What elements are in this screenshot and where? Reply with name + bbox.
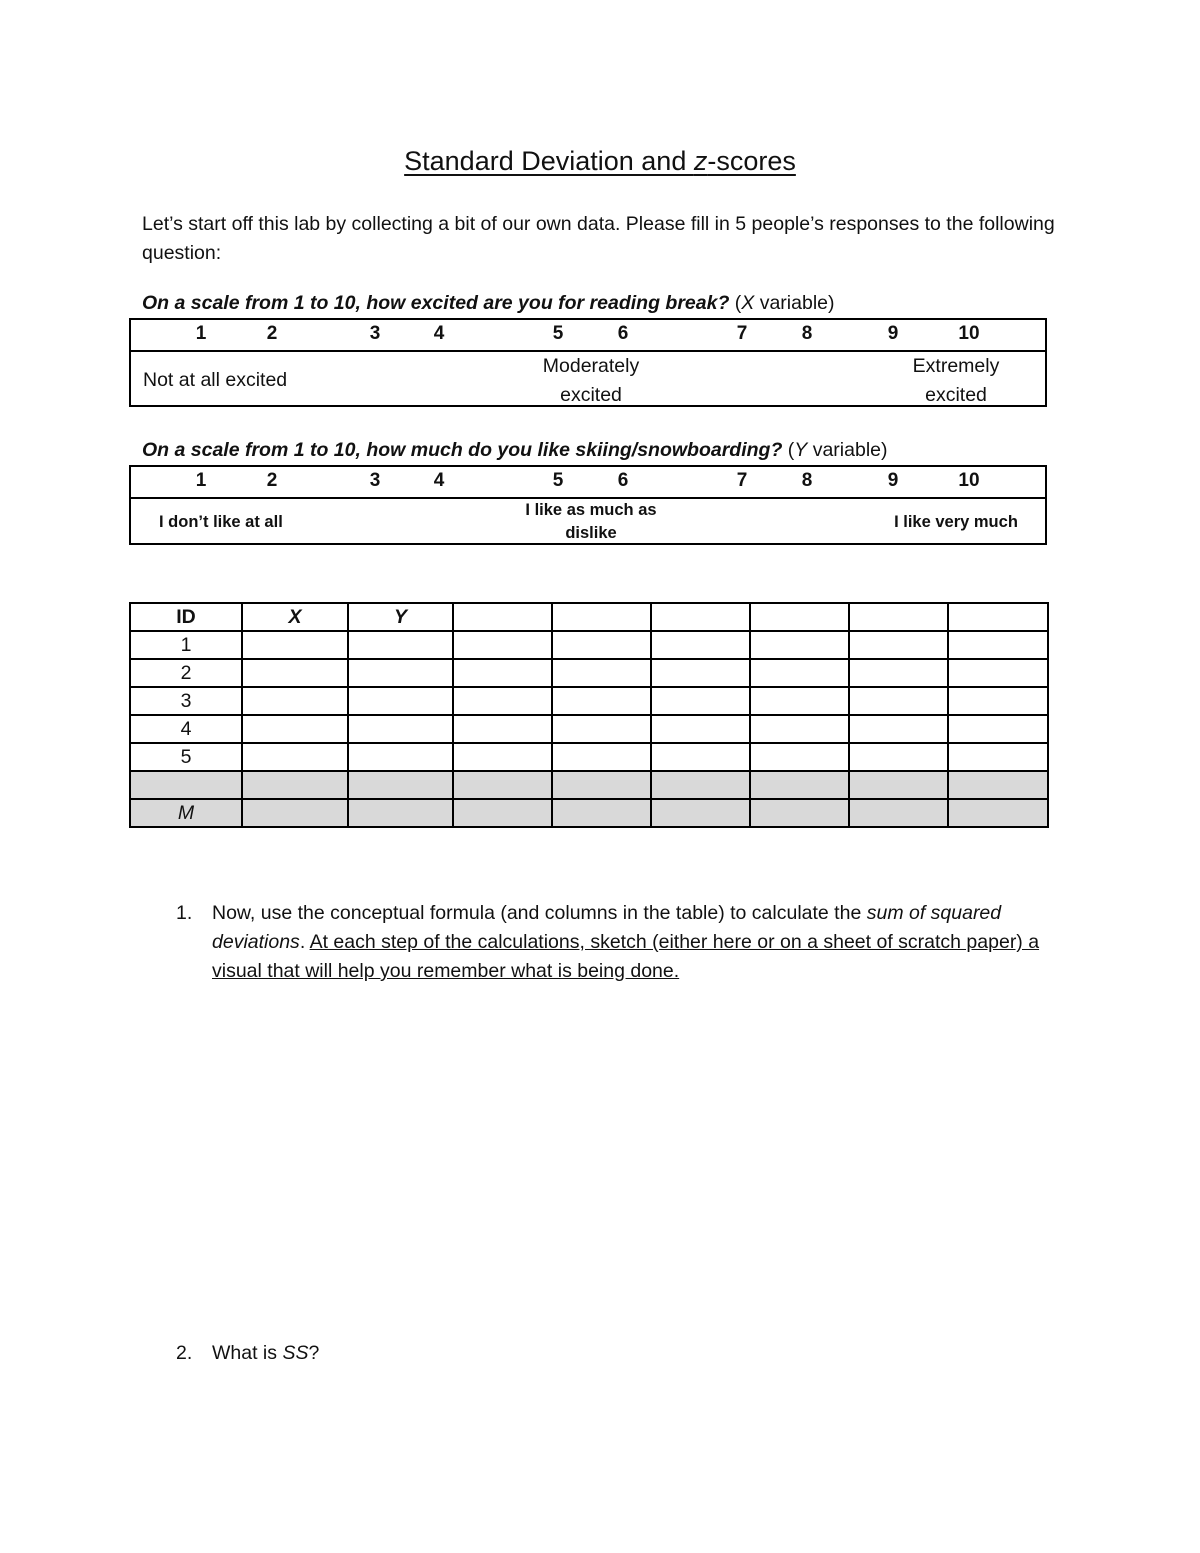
row-id (130, 771, 242, 799)
question-1-number: 1. (176, 902, 193, 924)
cell[interactable] (242, 659, 348, 687)
scale-y-num: 5 (552, 470, 564, 491)
header-id: ID (130, 603, 242, 631)
cell[interactable] (552, 631, 651, 659)
cell[interactable] (750, 771, 849, 799)
cell[interactable] (948, 743, 1048, 771)
scale-x-num: 4 (433, 323, 445, 344)
cell[interactable] (651, 631, 750, 659)
cell[interactable] (242, 799, 348, 827)
scale-x-low-label: Not at all excited (143, 369, 288, 391)
scale-y-mid-label: I like as much as dislike (525, 501, 657, 542)
scale-x-num: 2 (266, 323, 278, 344)
table-header-row (130, 603, 1048, 631)
scale-y-num: 4 (433, 470, 445, 491)
cell[interactable] (849, 631, 948, 659)
row-id: 3 (130, 687, 242, 715)
cell[interactable] (651, 743, 750, 771)
cell[interactable] (750, 715, 849, 743)
cell[interactable] (948, 799, 1048, 827)
cell[interactable] (242, 743, 348, 771)
scale-y-num: 8 (801, 470, 813, 491)
cell[interactable] (348, 743, 453, 771)
cell[interactable] (552, 743, 651, 771)
scale-x-num: 10 (958, 323, 980, 344)
cell[interactable] (348, 659, 453, 687)
question-y: On a scale from 1 to 10, how much do you like skiing/snowboarding? (Y variable) (142, 439, 888, 461)
scale-x-num: 9 (887, 323, 899, 344)
cell[interactable] (552, 687, 651, 715)
scale-x-num: 5 (552, 323, 564, 344)
scale-y-num: 9 (887, 470, 899, 491)
scale-y-num: 6 (617, 470, 629, 491)
row-id: 1 (130, 631, 242, 659)
question-2-number: 2. (176, 1342, 193, 1364)
scale-y-high-label: I like very much (894, 513, 1018, 531)
question-2: 2. What is SS? (168, 1339, 1068, 1368)
cell[interactable] (849, 687, 948, 715)
header-blank[interactable] (849, 603, 948, 631)
table-row (130, 631, 1048, 659)
cell[interactable] (453, 659, 552, 687)
table-row-mean (130, 799, 1048, 827)
cell[interactable] (948, 715, 1048, 743)
row-id: 5 (130, 743, 242, 771)
cell[interactable] (849, 743, 948, 771)
cell[interactable] (453, 771, 552, 799)
cell[interactable] (453, 631, 552, 659)
cell[interactable] (849, 715, 948, 743)
question-list-2 (168, 1339, 1068, 1368)
header-blank[interactable] (750, 603, 849, 631)
question-1: 1. Now, use the conceptual formula (and columns in the table) to calculate the sum of squared deviations. At each step of the calculations, sketch (either here or on a sheet of scratch paper) a visual that will help you remember what is being done. (168, 899, 1068, 986)
scale-y-numbers (131, 467, 1045, 499)
scale-y-low-label: I don’t like at all (159, 513, 283, 531)
cell[interactable] (849, 799, 948, 827)
cell[interactable] (651, 771, 750, 799)
scale-x-num: 7 (736, 323, 748, 344)
question-x: On a scale from 1 to 10, how excited are you for reading break? (X variable) (142, 292, 835, 314)
cell[interactable] (242, 687, 348, 715)
scale-x-num: 3 (369, 323, 381, 344)
header-blank[interactable] (453, 603, 552, 631)
cell[interactable] (651, 687, 750, 715)
cell[interactable] (849, 771, 948, 799)
scale-x (129, 318, 1047, 407)
cell[interactable] (453, 687, 552, 715)
table-row (130, 715, 1048, 743)
cell[interactable] (750, 799, 849, 827)
cell[interactable] (750, 631, 849, 659)
cell[interactable] (948, 771, 1048, 799)
cell[interactable] (242, 631, 348, 659)
scale-x-numbers (131, 320, 1045, 352)
cell[interactable] (750, 687, 849, 715)
cell[interactable] (348, 631, 453, 659)
table-row (130, 743, 1048, 771)
scale-x-num: 1 (195, 323, 207, 344)
intro-paragraph: Let’s start off this lab by collecting a bit of our own data. Please fill in 5 people’s responses to the following question: (142, 213, 1055, 264)
cell[interactable] (552, 715, 651, 743)
header-y: Y (348, 603, 453, 631)
header-blank[interactable] (552, 603, 651, 631)
row-id: 2 (130, 659, 242, 687)
row-id: 4 (130, 715, 242, 743)
header-x: X (242, 603, 348, 631)
scale-x-mid-label: Moderately excited (542, 355, 640, 406)
cell[interactable] (552, 771, 651, 799)
scale-y (129, 465, 1047, 545)
scale-y-num: 1 (195, 470, 207, 491)
cell[interactable] (651, 799, 750, 827)
cell[interactable] (948, 687, 1048, 715)
table-row (130, 659, 1048, 687)
scale-y-num: 10 (958, 470, 980, 491)
cell[interactable] (750, 659, 849, 687)
table-row-shaded (130, 771, 1048, 799)
page-title: Standard Deviation and z-scores (404, 146, 796, 176)
cell[interactable] (453, 715, 552, 743)
cell[interactable] (948, 659, 1048, 687)
cell[interactable] (750, 743, 849, 771)
scale-x-high-label: Extremely excited (912, 355, 1000, 406)
data-table (129, 602, 1049, 828)
table-row (130, 687, 1048, 715)
cell[interactable] (552, 659, 651, 687)
header-blank[interactable] (948, 603, 1048, 631)
scale-y-num: 7 (736, 470, 748, 491)
mean-label: M (130, 799, 242, 827)
cell[interactable] (348, 771, 453, 799)
cell[interactable] (453, 799, 552, 827)
cell[interactable] (242, 771, 348, 799)
scale-x-num: 6 (617, 323, 629, 344)
cell[interactable] (242, 715, 348, 743)
cell[interactable] (651, 715, 750, 743)
question-list-1 (168, 899, 1068, 986)
cell[interactable] (849, 659, 948, 687)
cell[interactable] (552, 799, 651, 827)
cell[interactable] (948, 631, 1048, 659)
scale-y-num: 2 (266, 470, 278, 491)
scale-y-num: 3 (369, 470, 381, 491)
cell[interactable] (348, 687, 453, 715)
scale-x-num: 8 (801, 323, 813, 344)
cell[interactable] (651, 659, 750, 687)
header-blank[interactable] (651, 603, 750, 631)
cell[interactable] (453, 743, 552, 771)
cell[interactable] (348, 715, 453, 743)
cell[interactable] (348, 799, 453, 827)
